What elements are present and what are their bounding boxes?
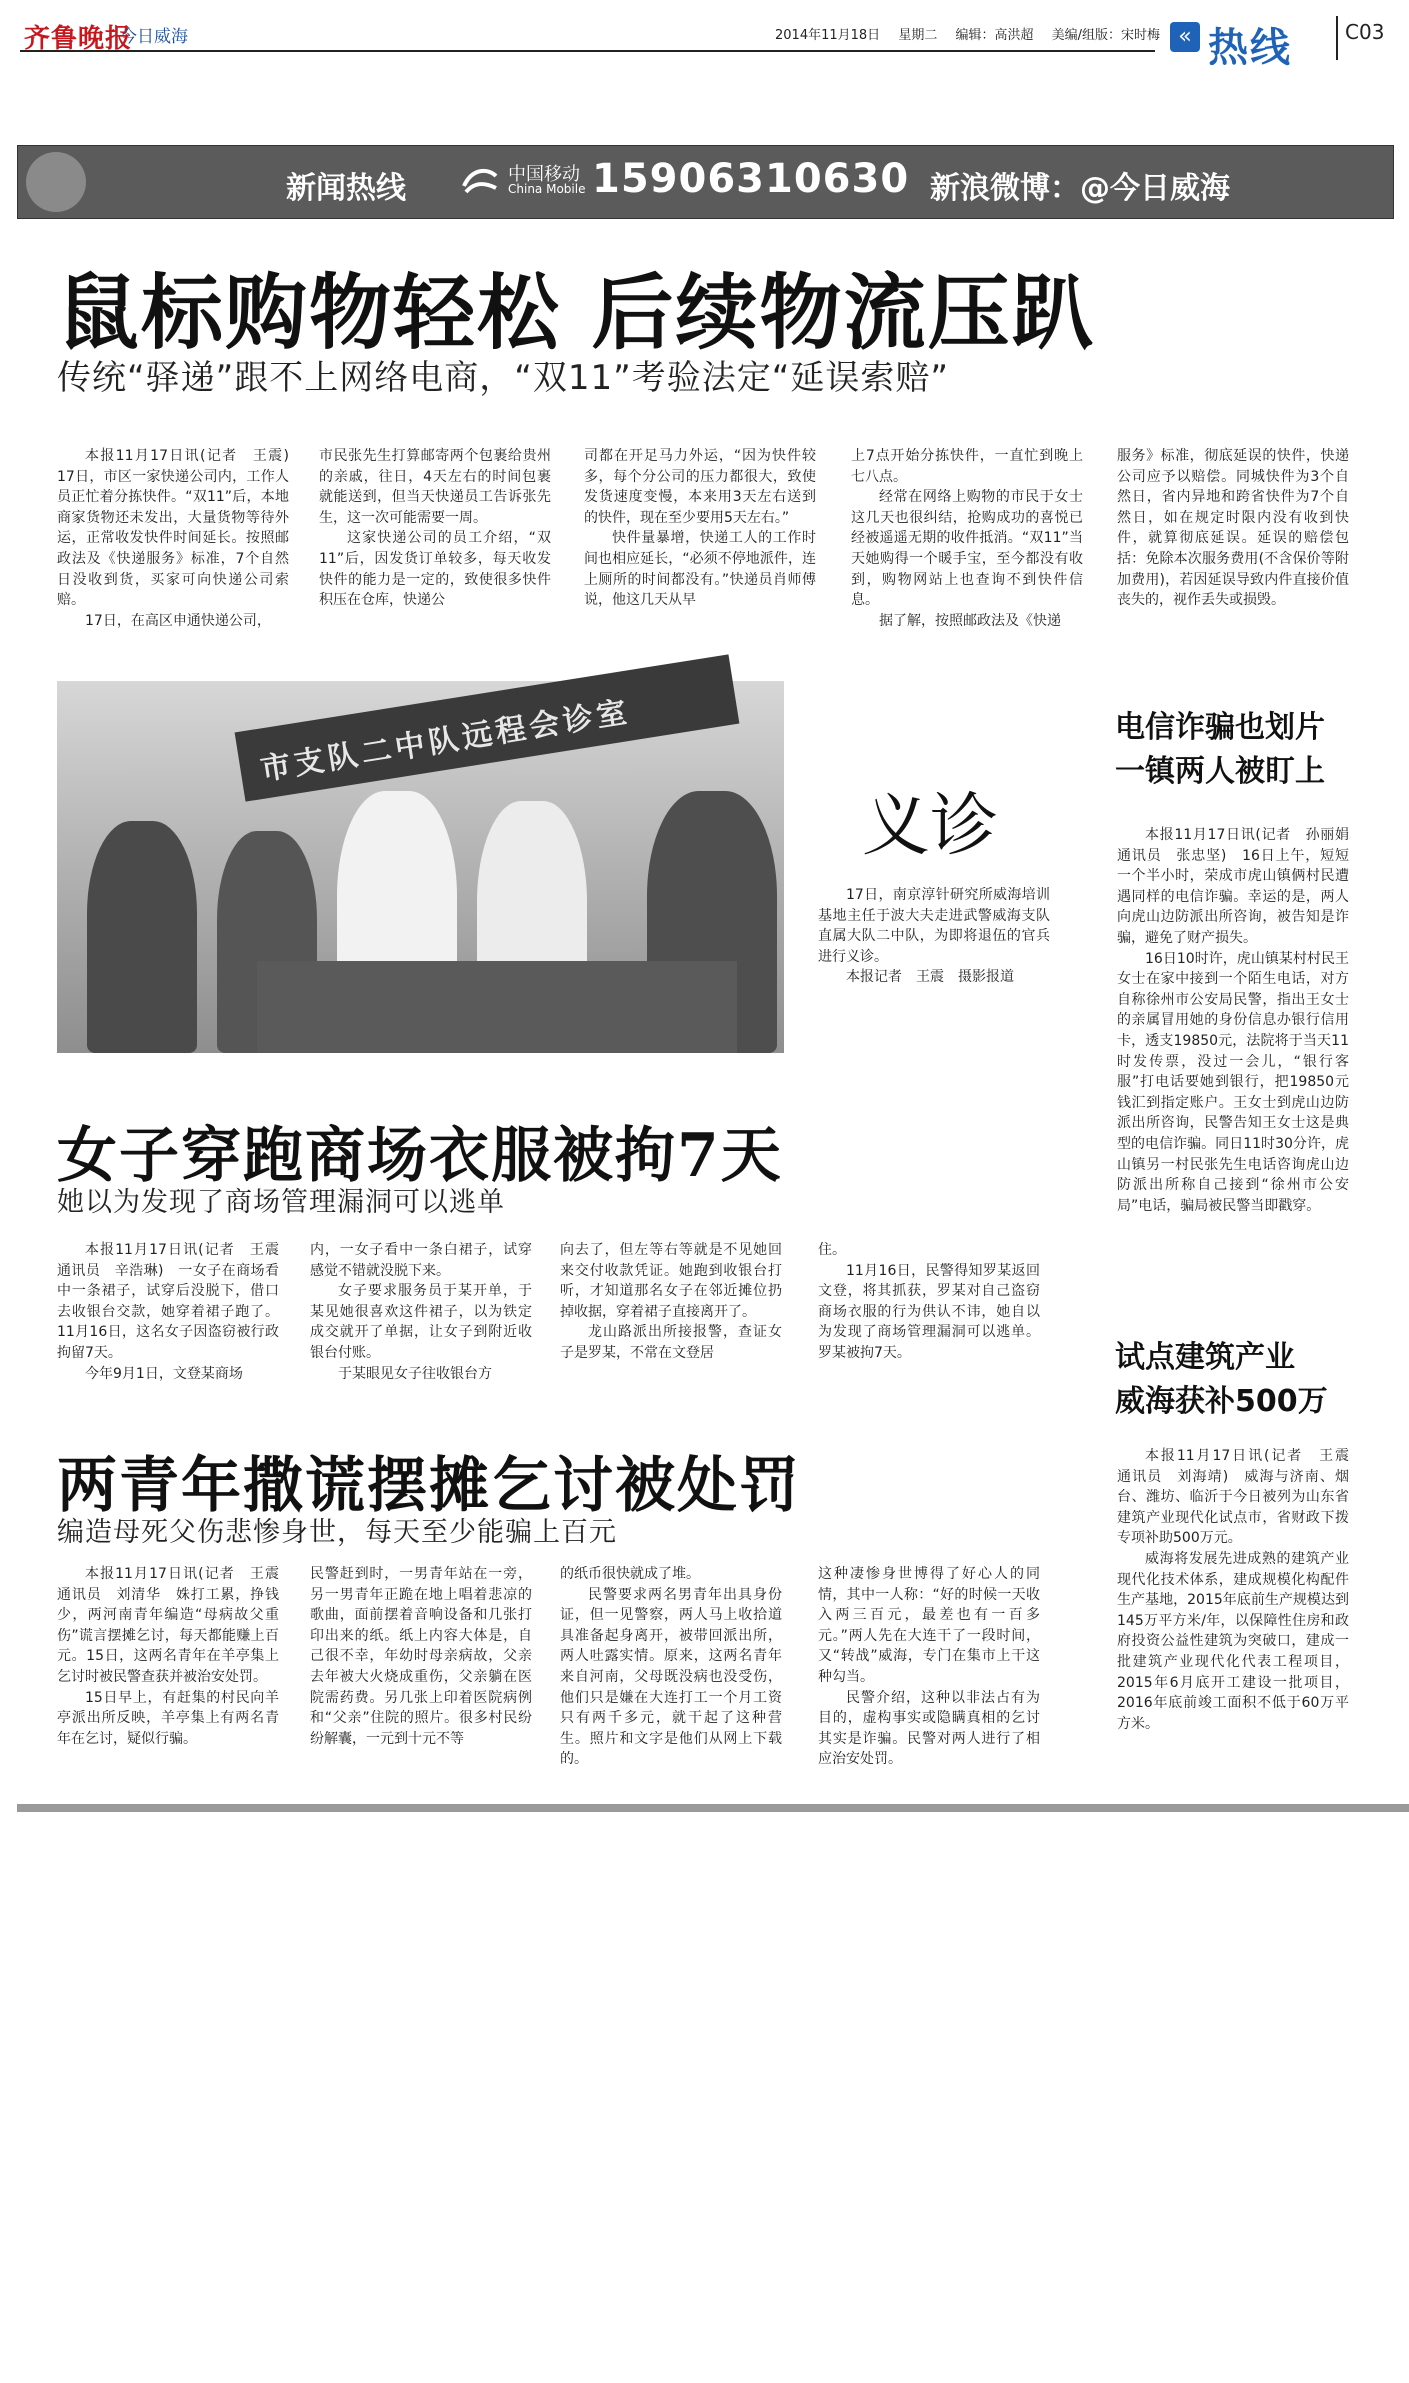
paragraph: 的纸币很快就成了堆。 <box>560 1566 700 1582</box>
sidebar2-title-line2: 威海获补500万 <box>1115 1384 1328 1419</box>
article3-column-4 <box>818 1564 1040 1788</box>
paragraph: 16日10时许，虎山镇某村村民王女士在家中接到一个陌生电话，对方自称徐州市公安局民警，指出王女士的亲属冒用她的身份信息办银行信用卡，透支19850元，法院将于当天11时发传票，没过一会儿，“银行客服”打电话要她到银行，把19850元钱汇到指定账户。王女士到虎山边防派出所咨询，民警告知王女士这是典型的电信诈骗。同日11时30分许，虎山镇另一村民张先生电话咨询虎山边防派出所称自己接到“徐州市公安局”电话，骗局被民警当即戳穿。 <box>1117 950 1349 1214</box>
article1-column-3 <box>584 446 816 632</box>
hotline-label: 热线 <box>1208 25 1292 71</box>
sidebar2-title-line1: 试点建筑产业 <box>1115 1340 1295 1375</box>
photo-sign <box>235 654 740 801</box>
paragraph: 本报11月17日讯(记者 王震 通讯员 辛浩琳) 一女子在商场看中一条裙子，试穿后没脱下，借口去收银台交款，她穿着裙子跑了。11月16日，这名女子因盗窃被行政拘留7天。 <box>57 1242 293 1361</box>
article2-column-4 <box>818 1240 1040 1388</box>
article3-title: 两青年撒谎摆摊乞讨被处罚 <box>57 1451 801 1521</box>
article3-subtitle: 编造母死父伤悲惨身世，每天至少能骗上百元 <box>57 1517 617 1548</box>
sidebar1-body <box>1117 825 1363 1285</box>
chevron-left-icon: « <box>1170 22 1200 52</box>
news-hotline-banner <box>17 145 1394 219</box>
hotline-tag <box>1168 14 1328 71</box>
paragraph: 11月16日，民警得知罗某返回文登，将其抓获，罗某对自己盗窃商场衣服的行为供认不讳，她自以为发现了商场管理漏洞可以逃单。罗某被拘7天。 <box>818 1262 1040 1361</box>
banner-label: 新闻热线 <box>286 171 406 206</box>
page-number: C03 <box>1345 20 1385 44</box>
editor-credit: 编辑：高洪超 <box>955 28 1034 43</box>
paragraph: 司都在开足马力外运，“因为快件较多，每个分公司的压力都很大，致使发货速度变慢，本来用3天左右送到的快件，现在至少要用5天左右。” <box>584 448 816 526</box>
paragraph: 内，一女子看中一条白裙子，试穿感觉不错就没脱下来。 <box>310 1242 532 1279</box>
photo-caption <box>818 885 1050 988</box>
paragraph: 民警要求两名男青年出具身份证，但一见警察，两人马上收拾道具准备起身离开，被带回派出所，两人吐露实情。原来，这两名青年来自河南，父母既没病也没受伤，他们只是嫌在大连打工一个月工资只有两千多元，就干起了这种营生。照片和文字是他们从网上下载的。 <box>560 1586 782 1768</box>
bottom-rule <box>17 1804 1409 1812</box>
sidebar1-title <box>1115 706 1325 794</box>
article2-subtitle: 她以为发现了商场管理漏洞可以逃单 <box>57 1187 505 1218</box>
paragraph: 本报11月17日讯(记者 王震 通讯员 刘清华 姝打工累，挣钱少，两河南青年编造“母病故父重伤”谎言摆摊乞讨，每天都能赚上百元。15日，这两名青年在羊亭集上乞讨时被民警查获并被治安处罚。 <box>57 1566 293 1685</box>
sidebar1-title-line2: 一镇两人被盯上 <box>1115 754 1325 789</box>
clinic-photo <box>57 681 784 1053</box>
paragraph: 威海将发展先进成熟的建筑产业现代化技术体系，建成规模化构配件生产基地，2015年底前生产规模达到145万平方米/年，以保障性住房和政府投资公益性建筑为突破口，建成一批建筑产业现代化代表工程项目，2015年6月底开工建设一批项目，2016年底前竣工面积不低于60万平方米。 <box>1117 1550 1349 1732</box>
operator-name: 中国移动 <box>508 164 580 185</box>
paragraph: 于某眼见女子往收银台方 <box>338 1365 492 1382</box>
article2-title: 女子穿跑商场衣服被拘7天 <box>57 1121 783 1191</box>
article2-column-2 <box>310 1240 532 1388</box>
article2-column-3 <box>560 1240 782 1388</box>
paragraph: 民警介绍，这种以非法占有为目的，虚构事实或隐瞒真相的乞讨其实是诈骗。民警对两人进行了相应治安处罚。 <box>818 1689 1040 1768</box>
paragraph: 今年9月1日，文登某商场 <box>85 1365 243 1382</box>
photo-credit: 本报记者 王震 摄影报道 <box>846 969 1014 986</box>
article1-column-2 <box>319 446 551 632</box>
article1-column-4 <box>851 446 1083 632</box>
paragraph: 民警赶到时，一男青年站在一旁，另一男青年正跪在地上唱着悲凉的歌曲，面前摆着音响设备和几张打印出来的纸。纸上内容大体是，自己很不幸，年幼时母亲病故，父亲去年被大火烧成重伤，父亲躺在医院需药费。另几张上印着医院病例和“父亲”住院的照片。很多村民纷纷解囊，一元到十元不等 <box>310 1566 532 1747</box>
article1-subtitle: 传统“驿递”跟不上网络电商，“双11”考验法定“延误索赔” <box>57 358 949 398</box>
weibo-handle: 新浪微博：@今日威海 <box>930 171 1230 206</box>
article1-column-1 <box>57 446 303 632</box>
paragraph: 市民张先生打算邮寄两个包裹给贵州的亲戚，往日，4天左右的时间包裹就能送到，但当天快递员工告诉张先生，这一次可能需要一周。 <box>319 448 551 526</box>
article3-column-2 <box>310 1564 532 1788</box>
paragraph: 这种凄惨身世博得了好心人的同情，其中一人称：“好的时候一天收入两三百元，最差也有一百多元。”两人先在大连干了一段时间，又“转战”威海，专门在集市上干这种勾当。 <box>818 1566 1040 1685</box>
paragraph: 住。 <box>818 1242 846 1258</box>
article1-column-5 <box>1117 446 1349 632</box>
paragraph: 本报11月17日讯(记者 孙丽娟 通讯员 张忠坚) 16日上午，短短一个半小时，荣成市虎山镇俩村民遭遇同样的电信诈骗。幸运的是，两人向虎山边防派出所咨询，被告知是诈骗，避免了财产损失。 <box>1117 827 1363 946</box>
paragraph: 经常在网络上购物的市民于女士这几天也很纠结，抢购成功的喜悦已经被遥遥无期的收件抵消。“双11”当天她购得一个暖手宝，至今都没有收到，购物网站上也查询不到快件信息。 <box>851 489 1083 609</box>
header-divider <box>1336 16 1338 60</box>
caption-text: 17日，南京淳针研究所威海培训基地主任于波大夫走进武警威海支队直属大队二中队，为即将退伍的官兵进行义诊。 <box>818 887 1050 965</box>
photo-sign-text: 市支队二中队远程会诊室 <box>258 694 633 788</box>
photo-bed <box>257 961 737 1053</box>
paragraph: 服务》标准，彻底延误的快件，快递公司应予以赔偿。同城快件为3个自然日，省内异地和跨省快件为7个自然日，如在规定时限内没有收到快件，就算彻底延误。延误的赔偿包括：免除本次服务费用(不含保价等附加费用)，若因延误导致内件直接价值丧失的，视作丢失或损毁。 <box>1117 448 1349 609</box>
article1-title: 鼠标购物轻松 后续物流压趴 <box>57 265 1096 361</box>
paragraph: 女子要求服务员于某开单，于某见她很喜欢这件裙子，以为铁定成交就开了单据，让女子到附近收银台付账。 <box>310 1283 532 1361</box>
paragraph: 据了解，按照邮政法及《快递 <box>879 612 1061 629</box>
paragraph: 快件量暴增，快递工人的工作时间也相应延长，“必须不停地派件，连上厕所的时间都没有。”快递员肖师傅说，他这几天从早 <box>584 530 816 609</box>
article3-column-1 <box>57 1564 293 1788</box>
paragraph: 17日，在高区申通快递公司， <box>85 612 271 629</box>
design-credit: 美编/组版：宋时梅 <box>1051 28 1161 43</box>
paragraph: 本报11月17日讯(记者 王震 通讯员 刘海靖) 威海与济南、烟台、潍坊、临沂于今日被列为山东省建筑产业现代化试点市，省财政下拨专项补助500万元。 <box>1117 1448 1363 1547</box>
issue-info <box>775 24 1174 43</box>
section-name: 今日威海 <box>120 27 188 47</box>
header-rule <box>20 50 1155 52</box>
sidebar1-title-line1: 电信诈骗也划片 <box>1115 710 1325 745</box>
operator-name-en: China Mobile <box>508 182 586 196</box>
paragraph: 向去了，但左等右等就是不见她回来交付收款凭证。她跑到收银台打听，才知道那名女子在邻近摊位扔掉收据，穿着裙子直接离开了。 <box>560 1242 782 1320</box>
article3-column-3 <box>560 1564 782 1788</box>
issue-date: 2014年11月18日 <box>775 28 881 43</box>
sidebar2-body <box>1117 1446 1363 1784</box>
hotline-phone: 15906310630 <box>592 156 910 202</box>
paragraph: 龙山路派出所接报警，查证女子是罗某，不常在文登居 <box>560 1324 782 1361</box>
masthead-logo: 齐鲁晚报 <box>24 24 133 54</box>
photo-figure <box>87 821 197 1053</box>
article2-column-1 <box>57 1240 293 1388</box>
paragraph: 上7点开始分拣快件，一直忙到晚上七八点。 <box>851 448 1083 485</box>
photo-caption-title: 义诊 <box>862 787 999 866</box>
newspaper-emblem-icon <box>26 152 86 212</box>
china-mobile-logo-icon <box>458 158 502 202</box>
paragraph: 15日早上，有赶集的村民向羊亭派出所反映，羊亭集上有两名青年在乞讨，疑似行骗。 <box>57 1689 279 1747</box>
issue-weekday: 星期二 <box>898 28 938 43</box>
paragraph: 本报11月17日讯(记者 王震) 17日，市区一家快递公司内，工作人员正忙着分拣快件。“双11”后，本地商家货物还未发出，大量货物等待外运，正常收发快件时间延长。按照邮政法及《快递服务》标准，7个自然日没收到货，买家可向快递公司索赔。 <box>57 448 303 609</box>
paragraph: 这家快递公司的员工介绍，“双11”后，因发货订单较多，每天收发快件的能力是一定的，致使很多快件积压在仓库，快递公 <box>319 530 551 609</box>
sidebar2-title <box>1115 1336 1328 1424</box>
